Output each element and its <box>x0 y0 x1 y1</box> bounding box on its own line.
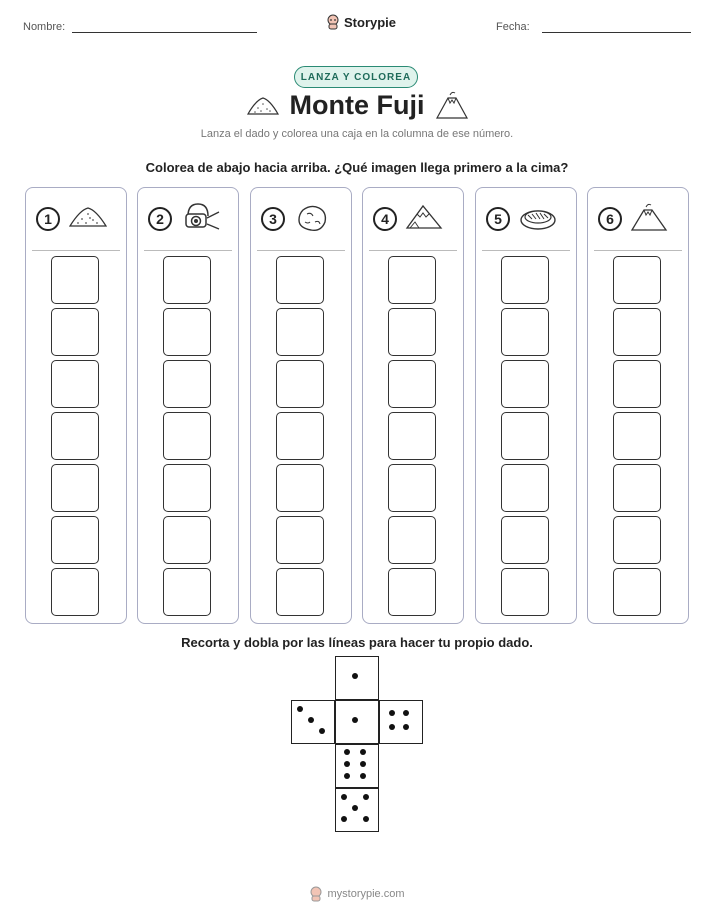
color-box[interactable] <box>388 256 436 304</box>
color-box[interactable] <box>163 568 211 616</box>
color-box[interactable] <box>388 308 436 356</box>
color-box[interactable] <box>163 360 211 408</box>
color-box[interactable] <box>613 256 661 304</box>
color-box[interactable] <box>276 412 324 460</box>
dice-pip <box>389 724 395 730</box>
color-box[interactable] <box>613 308 661 356</box>
column-number: 1 <box>36 207 60 231</box>
color-box[interactable] <box>501 516 549 564</box>
color-box[interactable] <box>51 516 99 564</box>
dice-pip <box>363 794 369 800</box>
dice-pip <box>308 717 314 723</box>
column-number: 3 <box>261 207 285 231</box>
sand-pile-icon <box>68 202 108 234</box>
dice-pip <box>403 710 409 716</box>
dice-face-1 <box>335 700 379 744</box>
color-box[interactable] <box>388 516 436 564</box>
storypie-mascot-icon <box>309 886 323 902</box>
rock-icon <box>293 202 333 234</box>
dice-pip <box>344 773 350 779</box>
color-box[interactable] <box>613 412 661 460</box>
color-box[interactable] <box>613 360 661 408</box>
column-4 <box>362 187 464 624</box>
dice-pip <box>389 710 395 716</box>
color-box[interactable] <box>501 412 549 460</box>
column-divider <box>482 250 570 251</box>
column-header <box>26 202 126 238</box>
column-2 <box>137 187 239 624</box>
dice-face-4 <box>379 700 423 744</box>
color-box[interactable] <box>163 464 211 512</box>
column-header <box>251 202 351 238</box>
column-1 <box>25 187 127 624</box>
column-number: 6 <box>598 207 622 231</box>
color-box[interactable] <box>51 568 99 616</box>
color-box[interactable] <box>276 308 324 356</box>
column-header <box>588 202 688 238</box>
dice-pip <box>363 816 369 822</box>
color-box[interactable] <box>388 360 436 408</box>
column-6 <box>587 187 689 624</box>
color-box[interactable] <box>501 568 549 616</box>
name-label: Nombre: <box>23 21 66 33</box>
color-box[interactable] <box>276 464 324 512</box>
column-divider <box>32 250 120 251</box>
column-number: 2 <box>148 207 172 231</box>
storypie-mascot-icon <box>326 14 340 30</box>
color-box[interactable] <box>501 464 549 512</box>
color-box[interactable] <box>613 464 661 512</box>
color-box[interactable] <box>276 568 324 616</box>
column-divider <box>257 250 345 251</box>
color-box[interactable] <box>163 256 211 304</box>
color-box[interactable] <box>501 256 549 304</box>
dice-pip <box>360 773 366 779</box>
dice-pip <box>344 761 350 767</box>
page-title: Monte Fuji <box>289 90 425 120</box>
dice-pip <box>297 706 303 712</box>
dice-pip <box>352 805 358 811</box>
color-box[interactable] <box>613 568 661 616</box>
color-box[interactable] <box>501 360 549 408</box>
volcano-icon <box>435 90 469 120</box>
dice-pip <box>341 816 347 822</box>
column-divider <box>594 250 682 251</box>
dice-instruction: Recorta y dobla por las líneas para hacer tu propio dado. <box>181 635 533 650</box>
color-box[interactable] <box>51 256 99 304</box>
dice-face-3 <box>291 700 335 744</box>
color-instruction: Colorea de abajo hacia arriba. ¿Qué imagen llega primero a la cima? <box>145 160 569 175</box>
color-box[interactable] <box>276 256 324 304</box>
color-box[interactable] <box>388 568 436 616</box>
dice-pip <box>360 761 366 767</box>
column-header <box>476 202 576 238</box>
color-box[interactable] <box>501 308 549 356</box>
column-5 <box>475 187 577 624</box>
dice-pip <box>352 717 358 723</box>
color-box[interactable] <box>276 516 324 564</box>
column-number: 5 <box>486 207 510 231</box>
dice-pip <box>360 749 366 755</box>
color-box[interactable] <box>51 412 99 460</box>
dice-pip <box>352 673 358 679</box>
name-line <box>72 32 257 33</box>
column-divider <box>369 250 457 251</box>
date-label: Fecha: <box>496 21 530 33</box>
dice-face-5 <box>335 788 379 832</box>
snowy-mountain-icon <box>405 202 445 234</box>
date-line <box>542 32 691 33</box>
brand-name: Storypie <box>344 14 397 30</box>
column-divider <box>144 250 232 251</box>
subtitle: Lanza el dado y colorea una caja en la columna de ese número. <box>200 128 514 140</box>
dice-pip <box>319 728 325 734</box>
color-box[interactable] <box>163 308 211 356</box>
dice-pip <box>344 749 350 755</box>
column-number: 4 <box>373 207 397 231</box>
color-box[interactable] <box>51 464 99 512</box>
volcano-icon <box>630 202 670 234</box>
color-box[interactable] <box>51 308 99 356</box>
column-3 <box>250 187 352 624</box>
column-header <box>363 202 463 238</box>
dice-pip <box>403 724 409 730</box>
sandal-icon <box>518 202 558 234</box>
dice-face-1 <box>335 656 379 700</box>
color-box[interactable] <box>613 516 661 564</box>
camera-strap-icon <box>180 202 220 234</box>
column-header <box>138 202 238 238</box>
color-box[interactable] <box>276 360 324 408</box>
color-box[interactable] <box>163 412 211 460</box>
color-box[interactable] <box>163 516 211 564</box>
color-box[interactable] <box>388 464 436 512</box>
color-box[interactable] <box>388 412 436 460</box>
color-box[interactable] <box>51 360 99 408</box>
brand-logo <box>326 14 396 30</box>
dice-pip <box>341 794 347 800</box>
footer-url: mystorypie.com <box>327 888 405 900</box>
dice-face-6 <box>335 744 379 788</box>
activity-badge: LANZA Y COLOREA <box>294 66 418 88</box>
footer <box>0 886 714 902</box>
